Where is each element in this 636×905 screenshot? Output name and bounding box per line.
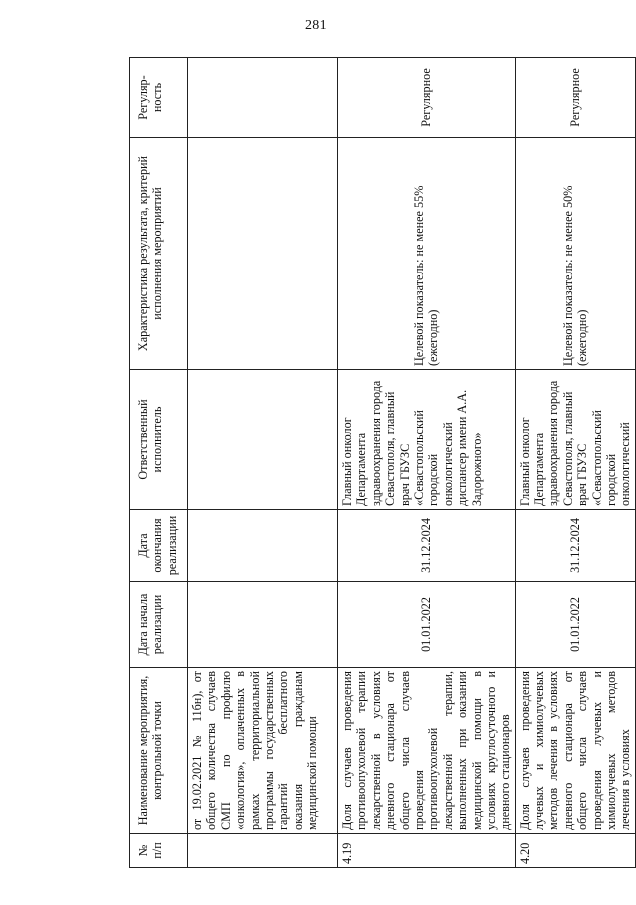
header-responsible: Ответственный исполнитель bbox=[130, 370, 188, 510]
row-responsible: Главный онколог Департамента здравоохранения города Севастополя, главный врач ГБУЗС «Севастопольский городской онкологический диспансер имени А.А. Задорожного» bbox=[338, 370, 516, 510]
table-row bbox=[188, 58, 338, 868]
row-number: 4.19 bbox=[338, 834, 516, 868]
row-name: Доля случаев проведения противоопухолевой терапии лекарственной в условиях дневного стационара от общего числа случаев проведения противоопухолевой лекарственной терапии, выполненных при оказании медицинской помощи в условиях круглосуточного и дневного стационаров bbox=[338, 668, 516, 834]
row-end: 31.12.2024 bbox=[338, 510, 516, 582]
header-end: Дата окончания реализации bbox=[130, 510, 188, 582]
row-result: Целевой показатель: не менее 50% (ежегодно) bbox=[515, 138, 635, 370]
row-regularity bbox=[188, 58, 338, 138]
row-number: 4.20 bbox=[515, 834, 635, 868]
header-regularity: Регуляр- ность bbox=[130, 58, 188, 138]
header-row bbox=[130, 58, 188, 868]
page-number: 281 bbox=[305, 18, 327, 33]
measures-table bbox=[129, 57, 636, 868]
row-result bbox=[188, 138, 338, 370]
header-start: Дата начала реализации bbox=[130, 582, 188, 668]
row-regularity: Регулярное bbox=[515, 58, 635, 138]
row-name: Доля случаев проведения лучевых и химиолучевых методов лечения в условиях дневного стационара от общего числа случаев проведения лучевых и химиолучевых методов лечения в условиях bbox=[515, 668, 635, 834]
row-responsible bbox=[188, 370, 338, 510]
row-number bbox=[188, 834, 338, 868]
row-start: 01.01.2022 bbox=[515, 582, 635, 668]
rotated-table-wrapper bbox=[129, 58, 633, 868]
header-num: № п/п bbox=[130, 834, 188, 868]
row-name: от 19.02.2021 № 11бн), от общего количества случаев СМП по профилю «онкология», оплаченных в рамках территориальной программы государственных гарантий бесплатного оказания гражданам медицинской помощи bbox=[188, 668, 338, 834]
row-start: 01.01.2022 bbox=[338, 582, 516, 668]
row-end bbox=[188, 510, 338, 582]
header-name: Наименование мероприятия, контрольной точки bbox=[130, 668, 188, 834]
row-result: Целевой показатель: не менее 55% (ежегодно) bbox=[338, 138, 516, 370]
row-end: 31.12.2024 bbox=[515, 510, 635, 582]
row-start bbox=[188, 582, 338, 668]
row-regularity: Регулярное bbox=[338, 58, 516, 138]
table-row bbox=[338, 58, 516, 868]
table-row bbox=[515, 58, 635, 868]
row-responsible: Главный онколог Департамента здравоохранения города Севастополя, главный врач ГБУЗС «Севастопольский городской онкологический bbox=[515, 370, 635, 510]
header-result: Характеристика результата, критерий исполнения мероприятий bbox=[130, 138, 188, 370]
